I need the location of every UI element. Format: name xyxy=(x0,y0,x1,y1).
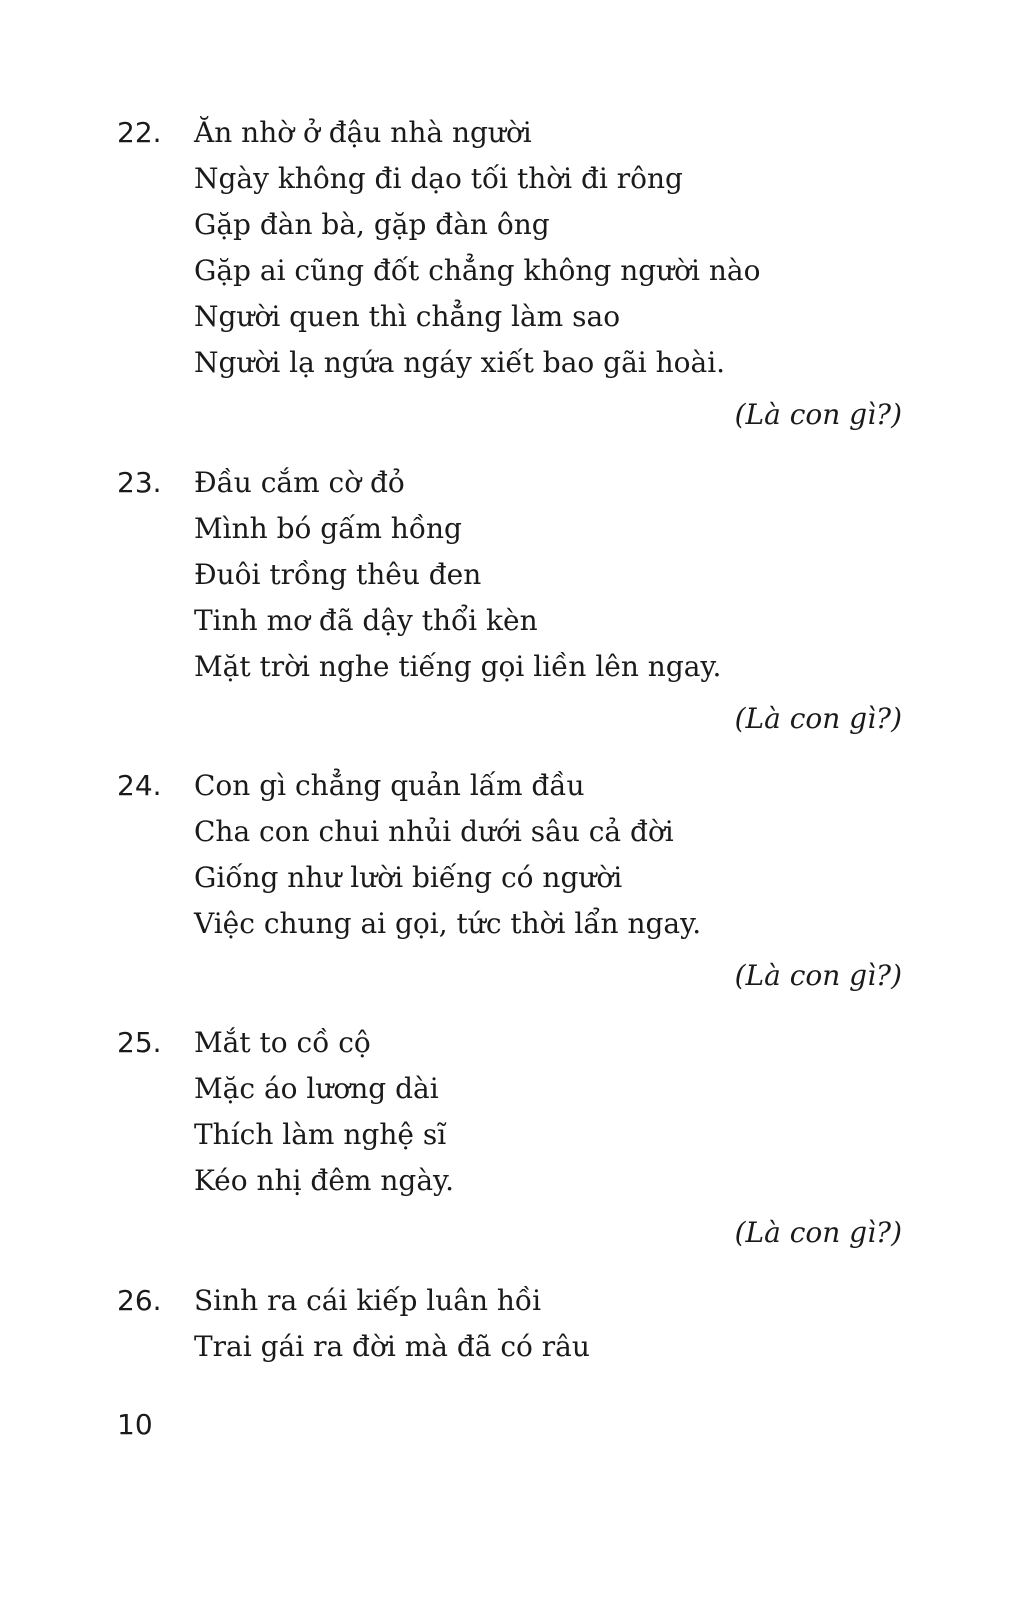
riddle-verse xyxy=(194,1278,902,1370)
page-number: 10 xyxy=(117,1408,153,1441)
verse-line: Thích làm nghệ sĩ xyxy=(194,1118,447,1151)
riddle-23 xyxy=(117,460,902,742)
verse-line: Việc chung ai gọi, tức thời lẩn ngay. xyxy=(194,907,702,940)
riddle-number: 25. xyxy=(117,1026,162,1059)
verse-line: Người quen thì chẳng làm sao xyxy=(194,300,621,333)
verse-line: Mặt trời nghe tiếng gọi liền lên ngay. xyxy=(194,650,722,683)
verse-line: Gặp đàn bà, gặp đàn ông xyxy=(194,208,550,241)
riddle-24 xyxy=(117,763,902,999)
riddle-22 xyxy=(117,110,902,438)
riddle-number: 24. xyxy=(117,769,162,802)
riddle-verse xyxy=(194,460,902,690)
verse-line: Sinh ra cái kiếp luân hồi xyxy=(194,1284,542,1317)
riddle-number: 22. xyxy=(117,116,162,149)
verse-line: Mắt to cồ cộ xyxy=(194,1026,371,1059)
verse-line: Tinh mơ đã dậy thổi kèn xyxy=(194,604,538,637)
riddle-question: (Là con gì?) xyxy=(734,702,902,735)
riddle-26 xyxy=(117,1278,902,1370)
verse-line: Đầu cắm cờ đỏ xyxy=(194,466,405,499)
verse-line: Cha con chui nhủi dưới sâu cả đời xyxy=(194,815,674,848)
verse-line: Mặc áo lương dài xyxy=(194,1072,439,1105)
verse-line: Ngày không đi dạo tối thời đi rông xyxy=(194,162,683,195)
riddle-number: 23. xyxy=(117,466,162,499)
riddle-question: (Là con gì?) xyxy=(734,398,902,431)
verse-line: Ăn nhờ ở đậu nhà người xyxy=(194,116,532,149)
riddle-verse xyxy=(194,763,902,947)
riddle-question: (Là con gì?) xyxy=(734,959,902,992)
riddle-question: (Là con gì?) xyxy=(734,1216,902,1249)
riddle-number: 26. xyxy=(117,1284,162,1317)
riddle-25 xyxy=(117,1020,902,1256)
riddle-verse xyxy=(194,1020,902,1204)
verse-line: Đuôi trồng thêu đen xyxy=(194,558,482,591)
verse-line: Con gì chẳng quản lấm đầu xyxy=(194,769,585,802)
riddle-verse xyxy=(194,110,902,386)
verse-line: Người lạ ngứa ngáy xiết bao gãi hoài. xyxy=(194,346,726,379)
verse-line: Trai gái ra đời mà đã có râu xyxy=(194,1330,590,1363)
verse-line: Kéo nhị đêm ngày. xyxy=(194,1164,455,1197)
verse-line: Giống như lười biếng có người xyxy=(194,861,623,894)
verse-line: Gặp ai cũng đốt chẳng không người nào xyxy=(194,254,761,287)
verse-line: Mình bó gấm hồng xyxy=(194,512,462,545)
